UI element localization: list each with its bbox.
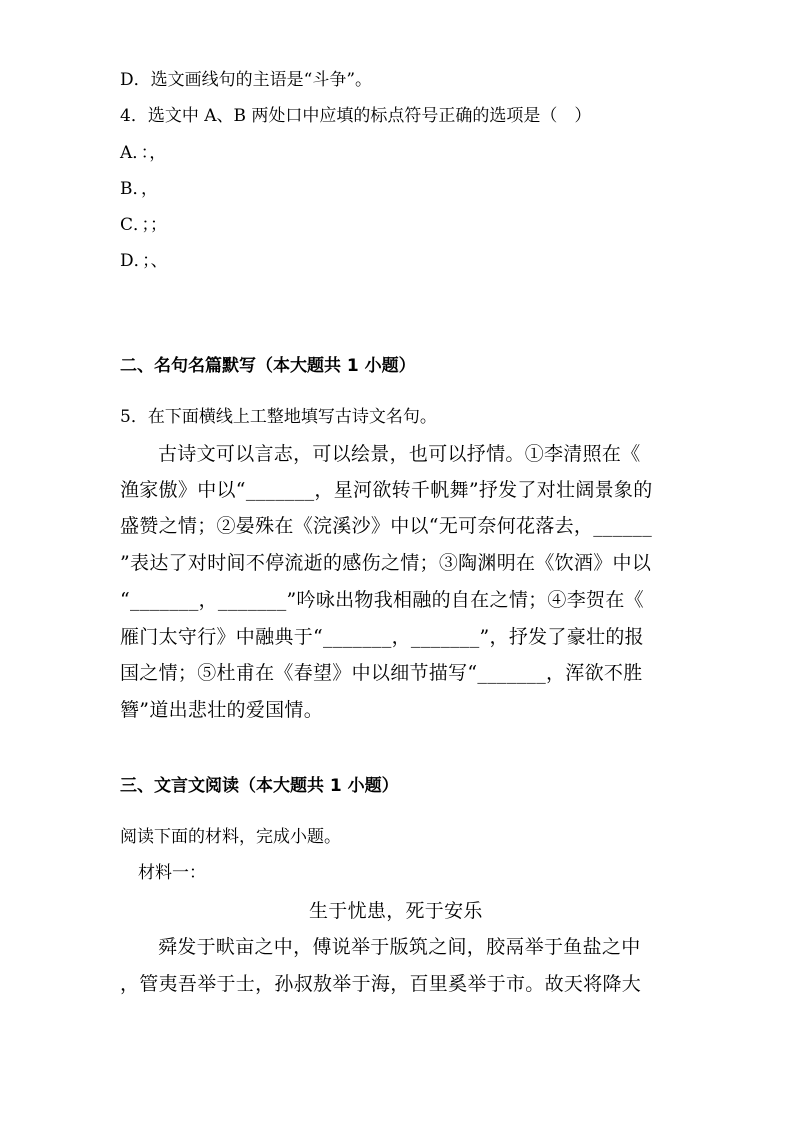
section-3-heading: 三、文言文阅读（本大题共 1 小题） bbox=[120, 776, 399, 796]
question-4-option-d: D．；、 bbox=[120, 251, 168, 271]
question-4-option-c: C．；； bbox=[120, 215, 168, 235]
passage-line: 舜发于畎亩之中，傅说举于版筑之间，胶鬲举于鱼盐之中 bbox=[158, 936, 641, 958]
paragraph-line: 簪”道出悲壮的爱国情。 bbox=[120, 699, 324, 721]
question-4-option-a: A．：， bbox=[120, 143, 167, 163]
question-4-option-b: B．， bbox=[120, 179, 158, 199]
paragraph-line: 盛赞之情；②晏殊在《浣溪沙》中以“无可奈何花落去，______ bbox=[120, 515, 653, 537]
passage-title: 生于忧患，死于安乐 bbox=[309, 900, 483, 922]
question-3-option-d: D．选文画线句的主语是“斗争”。 bbox=[120, 70, 373, 90]
paragraph-line: “_______，_______”吟咏出物我相融的自在之情；④李贺在《 bbox=[120, 589, 644, 611]
paragraph-line: 渔家傲》中以“_______，星河欲转千帆舞”抒发了对壮阔景象的 bbox=[120, 479, 653, 501]
question-4-stem: 4．选文中 A、B 两处口中应填的标点符号正确的选项是（ ） bbox=[120, 106, 592, 126]
paragraph-line: 古诗文可以言志，可以绘景，也可以抒情。①李清照在《 bbox=[158, 443, 641, 465]
paragraph-line: 国之情；⑤杜甫在《春望》中以细节描写“_______，浑欲不胜 bbox=[120, 662, 643, 684]
material-label: 材料一： bbox=[138, 863, 206, 883]
reading-intro: 阅读下面的材料，完成小题。 bbox=[120, 827, 341, 847]
paragraph-line: 雁门太守行》中融典于“_______，_______”，抒发了豪壮的报 bbox=[120, 626, 644, 648]
question-5-stem: 5．在下面横线上工整地填写古诗文名句。 bbox=[120, 407, 437, 427]
section-2-heading: 二、名句名篇默写（本大题共 1 小题） bbox=[120, 356, 416, 376]
paragraph-line: ”表达了对时间不停流逝的感伤之情；③陶渊明在《饮酒》中以 bbox=[120, 552, 652, 574]
passage-line: ，管夷吾举于士，孙叔敖举于海，百里奚举于市。故天将降大 bbox=[120, 973, 642, 995]
